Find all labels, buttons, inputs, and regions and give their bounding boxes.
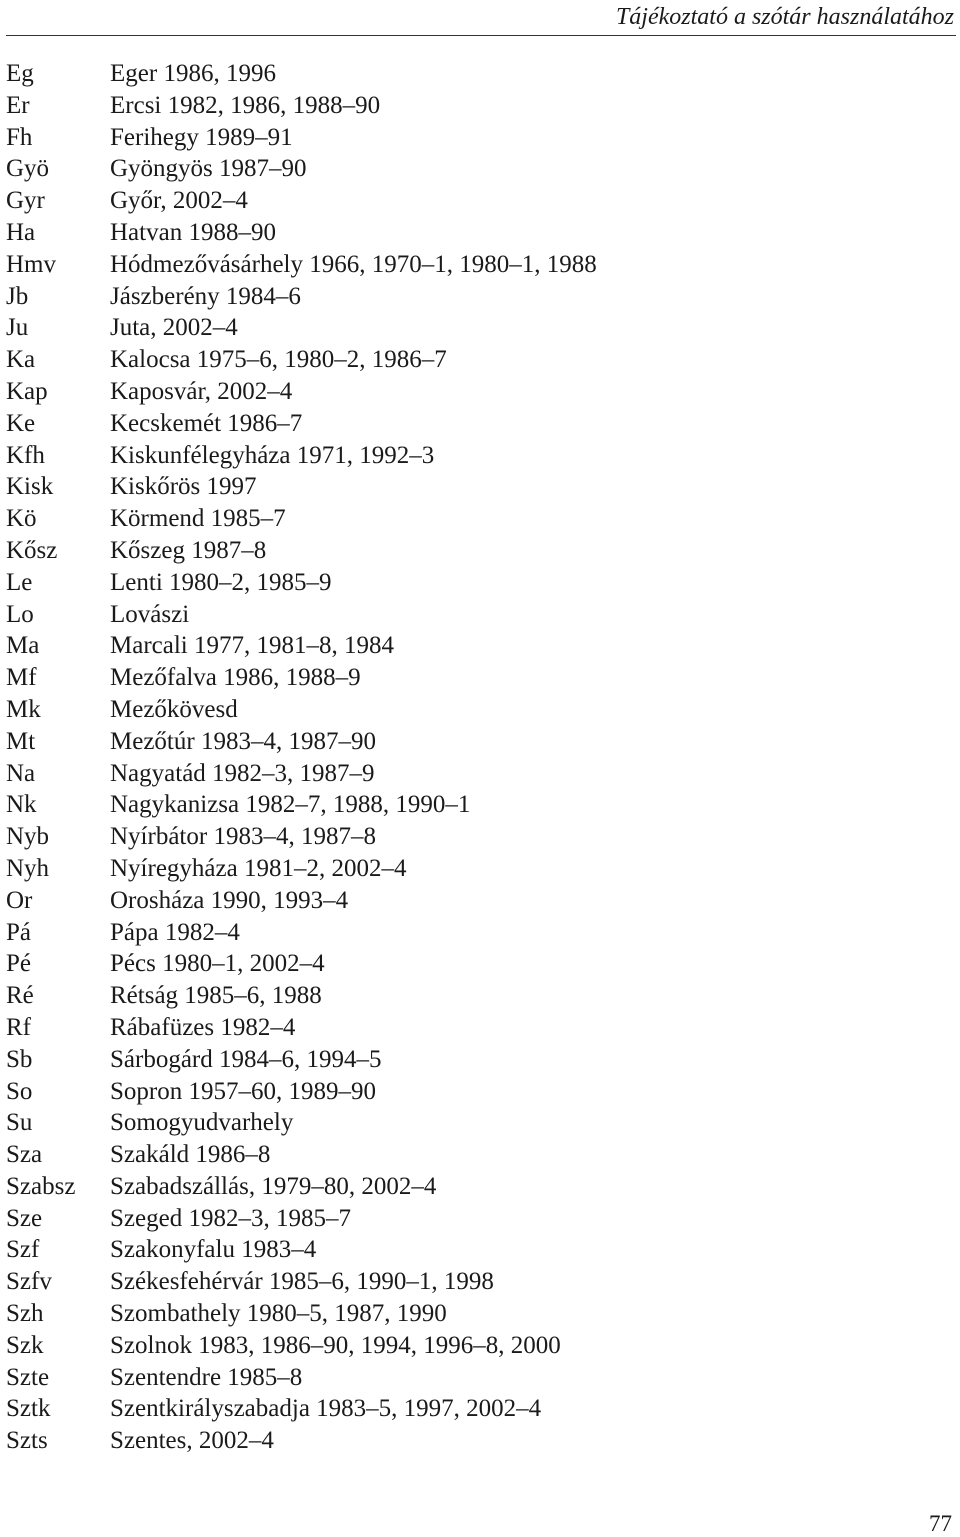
entry-place: Mezőfalva 1986, 1988–9	[110, 664, 361, 692]
entry-place: Eger 1986, 1996	[110, 60, 276, 87]
entry-place: Lenti 1980–2, 1985–9	[110, 568, 332, 596]
entry-place: Szentkirályszabadja 1983–5, 1997, 2002–4	[110, 1395, 542, 1423]
list-item	[6, 726, 597, 758]
list-item	[6, 535, 597, 567]
entry-abbreviation: Kap	[6, 377, 48, 405]
entry-abbreviation: Mt	[6, 727, 36, 755]
entry-place: Hatvan 1988–90	[110, 218, 276, 246]
entry-abbreviation: Ke	[6, 409, 36, 437]
entry-place: Győr, 2002–4	[110, 187, 248, 215]
entry-place: Sopron 1957–60, 1989–90	[110, 1077, 376, 1105]
entry-place: Nagyatád 1982–3, 1987–9	[110, 759, 375, 787]
list-item	[6, 440, 597, 472]
entry-place: Somogyudvarhely	[110, 1109, 294, 1137]
list-item	[6, 122, 597, 154]
entry-place: Pécs 1980–1, 2002–4	[110, 950, 325, 978]
list-item	[6, 630, 597, 662]
list-item	[6, 980, 597, 1012]
entry-abbreviation: Jb	[6, 282, 29, 310]
list-item	[6, 1298, 597, 1330]
entry-abbreviation: Nyh	[6, 854, 50, 882]
entry-abbreviation: Szabsz	[6, 1172, 76, 1200]
list-item	[6, 948, 597, 980]
entry-place: Szakonyfalu 1983–4	[110, 1236, 317, 1264]
list-item	[6, 408, 597, 440]
list-item	[6, 1330, 597, 1362]
entry-place: Mezőkövesd	[110, 695, 238, 723]
entry-place: Gyöngyös 1987–90	[110, 155, 307, 183]
list-item	[6, 1234, 597, 1266]
list-item	[6, 1362, 597, 1394]
entry-abbreviation: Hmv	[6, 250, 56, 278]
entry-place: Kecskemét 1986–7	[110, 409, 303, 437]
entry-abbreviation: Sztk	[6, 1395, 51, 1423]
list-item	[6, 1266, 597, 1298]
list-item	[6, 153, 597, 185]
list-item	[6, 694, 597, 726]
list-item	[6, 1012, 597, 1044]
list-item	[6, 567, 597, 599]
entry-abbreviation: Kősz	[6, 536, 58, 564]
entry-abbreviation: Mf	[6, 664, 37, 692]
entry-place: Marcali 1977, 1981–8, 1984	[110, 632, 394, 660]
entry-abbreviation: Fh	[6, 123, 33, 151]
list-item	[6, 1171, 597, 1203]
entry-abbreviation: Kö	[6, 505, 37, 533]
entry-abbreviation: Kfh	[6, 441, 45, 469]
entry-abbreviation: Ré	[6, 982, 34, 1010]
entry-place: Ercsi 1982, 1986, 1988–90	[110, 91, 381, 119]
entry-abbreviation: Or	[6, 886, 33, 914]
entry-place: Lovászi	[110, 600, 190, 628]
entry-place: Nyíregyháza 1981–2, 2002–4	[110, 854, 407, 882]
entry-place: Szentes, 2002–4	[110, 1427, 274, 1455]
list-item	[6, 758, 597, 790]
entry-place: Ferihegy 1989–91	[110, 123, 293, 151]
list-item	[6, 821, 597, 853]
list-item	[6, 503, 597, 535]
list-item	[6, 917, 597, 949]
entry-abbreviation: Na	[6, 759, 36, 787]
entry-place: Orosháza 1990, 1993–4	[110, 886, 349, 914]
entry-place: Kőszeg 1987–8	[110, 536, 267, 564]
running-head-title: Tájékoztató a szótár használatához	[615, 4, 954, 30]
entry-place: Szolnok 1983, 1986–90, 1994, 1996–8, 2000	[110, 1331, 561, 1359]
list-item	[6, 1393, 597, 1425]
entry-place: Rétság 1985–6, 1988	[110, 982, 322, 1010]
entry-abbreviation: Lo	[6, 600, 34, 628]
list-item	[6, 789, 597, 821]
list-item	[6, 1044, 597, 1076]
entry-place: Nyírbátor 1983–4, 1987–8	[110, 823, 376, 851]
entry-place: Sárbogárd 1984–6, 1994–5	[110, 1045, 382, 1073]
entry-abbreviation: Ju	[6, 314, 29, 342]
entry-place: Juta, 2002–4	[110, 314, 238, 342]
entry-place: Szentendre 1985–8	[110, 1363, 303, 1391]
entry-abbreviation: Le	[6, 568, 33, 596]
list-item	[6, 1203, 597, 1235]
entry-place: Kaposvár, 2002–4	[110, 377, 293, 405]
list-item	[6, 281, 597, 313]
entry-place: Rábafüzes 1982–4	[110, 1013, 296, 1041]
entry-abbreviation: Sza	[6, 1141, 43, 1169]
entry-abbreviation: Ka	[6, 346, 36, 374]
entry-abbreviation: Szk	[6, 1331, 44, 1359]
entry-place: Székesfehérvár 1985–6, 1990–1, 1998	[110, 1268, 494, 1296]
list-item	[6, 58, 597, 90]
entry-place: Körmend 1985–7	[110, 505, 286, 533]
entry-abbreviation: Pá	[6, 918, 31, 946]
entry-abbreviation: Er	[6, 91, 30, 119]
entry-abbreviation: So	[6, 1077, 33, 1105]
entry-place: Szabadszállás, 1979–80, 2002–4	[110, 1172, 437, 1200]
abbreviation-list	[6, 58, 597, 1457]
entry-abbreviation: Sze	[6, 1204, 43, 1232]
entry-abbreviation: Ma	[6, 632, 40, 660]
entry-place: Jászberény 1984–6	[110, 282, 301, 310]
entry-abbreviation: Gyö	[6, 155, 50, 183]
entry-abbreviation: Szfv	[6, 1268, 52, 1296]
entry-abbreviation: Szte	[6, 1363, 50, 1391]
list-item	[6, 90, 597, 122]
entry-place: Szakáld 1986–8	[110, 1141, 271, 1169]
list-item	[6, 885, 597, 917]
list-item	[6, 1139, 597, 1171]
list-item	[6, 1076, 597, 1108]
list-item	[6, 249, 597, 281]
entry-abbreviation: Nk	[6, 791, 37, 819]
list-item	[6, 217, 597, 249]
list-item	[6, 662, 597, 694]
list-item	[6, 1107, 597, 1139]
header-rule	[6, 35, 956, 36]
entry-abbreviation: Ha	[6, 218, 36, 246]
entry-abbreviation: Rf	[6, 1013, 31, 1041]
list-item	[6, 344, 597, 376]
list-item	[6, 471, 597, 503]
entry-abbreviation: Mk	[6, 695, 41, 723]
entry-place: Pápa 1982–4	[110, 918, 240, 946]
entry-abbreviation: Eg	[6, 60, 34, 87]
entry-place: Nagykanizsa 1982–7, 1988, 1990–1	[110, 791, 471, 819]
list-item	[6, 376, 597, 408]
list-item	[6, 599, 597, 631]
list-item	[6, 185, 597, 217]
list-item	[6, 1425, 597, 1457]
entry-abbreviation: Gyr	[6, 187, 45, 215]
entry-abbreviation: Kisk	[6, 473, 54, 501]
entry-abbreviation: Sb	[6, 1045, 33, 1073]
entry-abbreviation: Nyb	[6, 823, 50, 851]
entry-place: Szeged 1982–3, 1985–7	[110, 1204, 351, 1232]
entry-abbreviation: Szf	[6, 1236, 40, 1264]
list-item	[6, 312, 597, 344]
entry-place: Kiskunfélegyháza 1971, 1992–3	[110, 441, 435, 469]
list-item	[6, 853, 597, 885]
page-number: 77	[929, 1511, 952, 1536]
entry-abbreviation: Szts	[6, 1427, 48, 1455]
entry-place: Kiskőrös 1997	[110, 473, 257, 501]
entry-abbreviation: Pé	[6, 950, 31, 978]
entry-place: Mezőtúr 1983–4, 1987–90	[110, 727, 376, 755]
entry-abbreviation: Szh	[6, 1300, 44, 1328]
entry-place: Szombathely 1980–5, 1987, 1990	[110, 1300, 447, 1328]
entry-place: Hódmezővásárhely 1966, 1970–1, 1980–1, 1988	[110, 250, 597, 278]
entry-abbreviation: Su	[6, 1109, 33, 1137]
entry-place: Kalocsa 1975–6, 1980–2, 1986–7	[110, 346, 447, 374]
